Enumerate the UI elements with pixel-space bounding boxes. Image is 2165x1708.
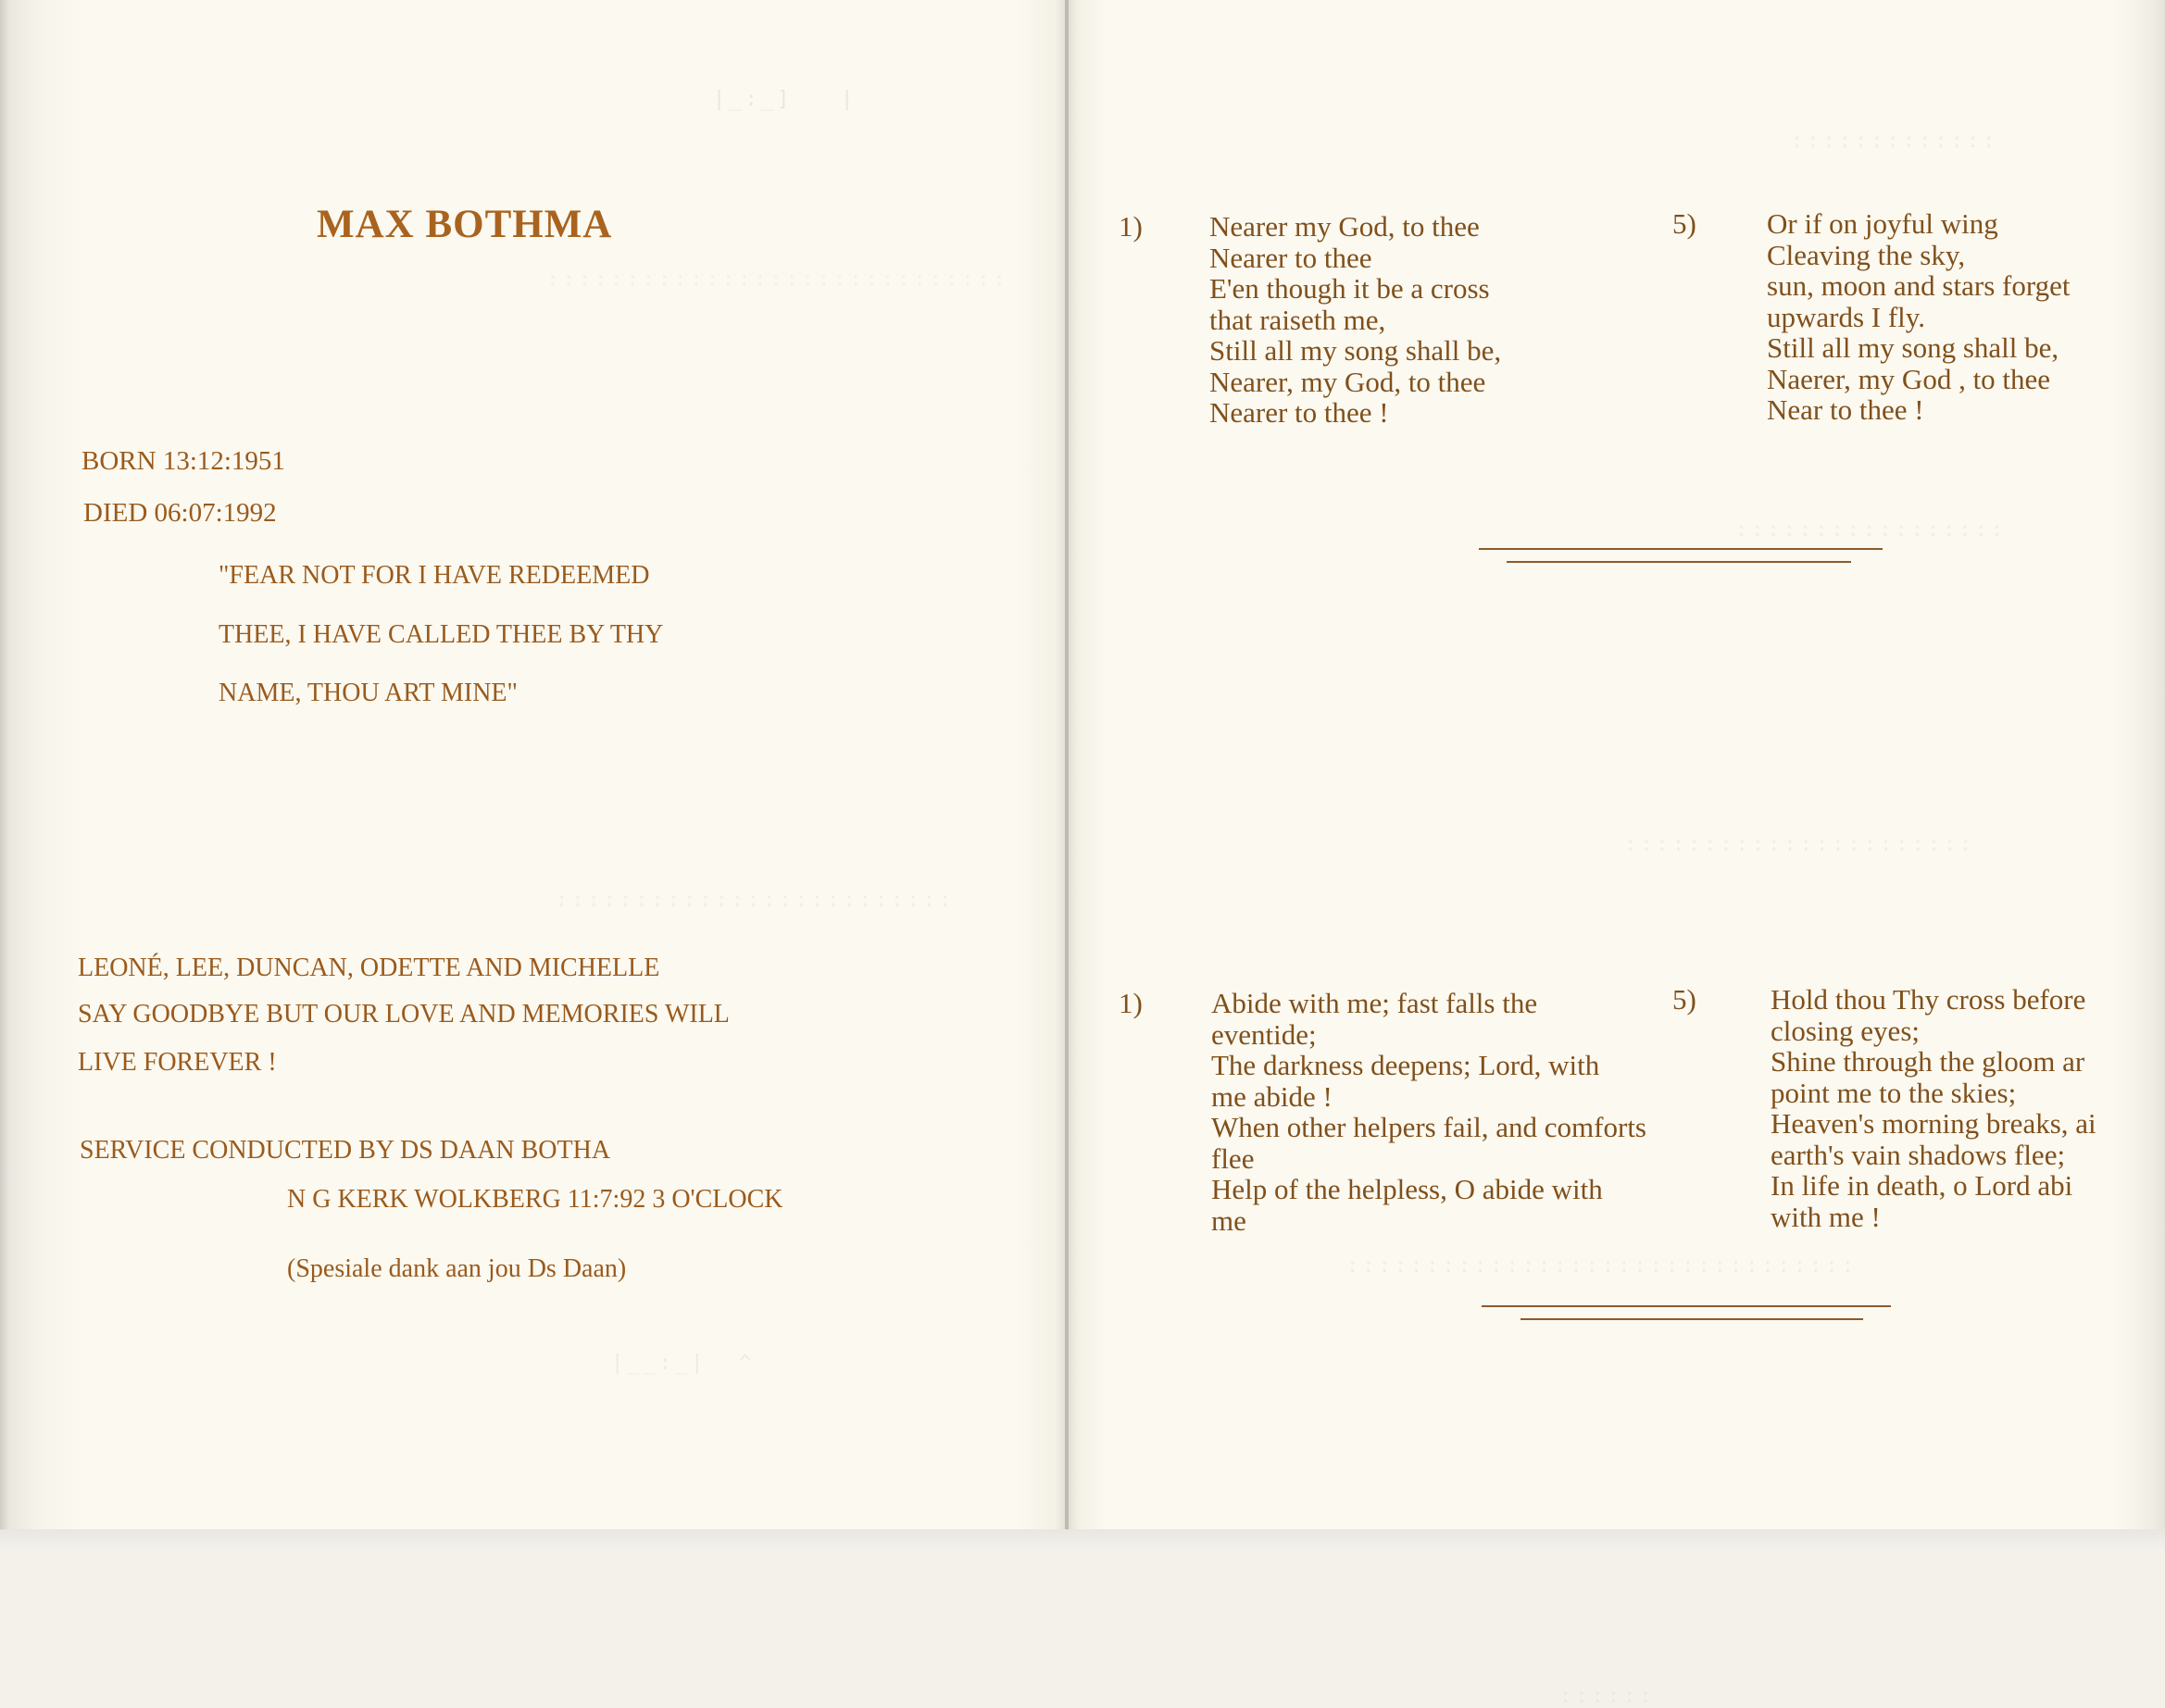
verse-number: 1) bbox=[1119, 987, 1143, 1019]
verse-line: sun, moon and stars forget bbox=[1767, 269, 2071, 302]
hymn-verse bbox=[1672, 984, 2096, 1243]
divider-rule bbox=[1482, 1305, 1891, 1307]
verse-line: Help of the helpless, O abide with bbox=[1211, 1173, 1603, 1205]
birth-date: BORN 13:12:1951 bbox=[81, 446, 285, 476]
verse-line: Hold thou Thy cross before bbox=[1771, 983, 2086, 1016]
verse-line: When other helpers fail, and comforts bbox=[1211, 1111, 1646, 1143]
scripture-line: THEE, I HAVE CALLED THEE BY THY bbox=[219, 620, 664, 649]
verse-line: eventide; bbox=[1211, 1017, 1317, 1051]
verse-line: E'en though it be a cross bbox=[1209, 272, 1490, 305]
show-through-mark: :::::::::::::::::::::: bbox=[1624, 833, 1976, 856]
verse-line: with me ! bbox=[1771, 1200, 1881, 1233]
verse-line: me bbox=[1211, 1203, 1246, 1237]
family-line: SAY GOODBYE BUT OUR LOVE AND MEMORIES WILL bbox=[78, 1000, 730, 1029]
verse-line: Cleaving the sky, bbox=[1767, 238, 1966, 271]
show-through-mark: |__:_| ^ bbox=[611, 1352, 756, 1375]
verse-line: Near to thee ! bbox=[1767, 393, 1924, 426]
right-page bbox=[1069, 0, 2165, 1708]
scripture-line: "FEAR NOT FOR I HAVE REDEEMED bbox=[219, 561, 650, 590]
left-page bbox=[0, 0, 1065, 1529]
verse-line: Naerer, my God , to thee bbox=[1767, 362, 2051, 395]
verse-number: 1) bbox=[1119, 210, 1143, 243]
family-line: LIVE FOREVER ! bbox=[78, 1048, 277, 1077]
verse-line: Nearer to thee bbox=[1209, 241, 1372, 274]
verse-line: Nearer, my God, to thee bbox=[1209, 365, 1486, 398]
verse-line: Shine through the gloom ar bbox=[1771, 1045, 2085, 1078]
show-through-mark: |_:_] | bbox=[713, 88, 857, 111]
verse-line: Nearer my God, to thee bbox=[1209, 210, 1480, 243]
scripture-line: NAME, THOU ART MINE" bbox=[219, 679, 518, 707]
service-venue: N G KERK WOLKBERG 11:7:92 3 O'CLOCK bbox=[287, 1185, 783, 1214]
verse-line: closing eyes; bbox=[1771, 1014, 1920, 1047]
death-date: DIED 06:07:1992 bbox=[83, 498, 277, 528]
show-through-mark: :::::::::::::::::::::::::::::::: bbox=[1346, 1254, 1858, 1278]
verse-line: The darkness deepens; Lord, with bbox=[1211, 1049, 1600, 1081]
verse-line: earth's vain shadows flee; bbox=[1771, 1138, 2066, 1171]
deceased-name: MAX BOTHMA bbox=[317, 203, 613, 246]
verse-line: me abide ! bbox=[1211, 1079, 1333, 1113]
thanks-note: (Spesiale dank aan jou Ds Daan) bbox=[287, 1254, 627, 1283]
verse-line: point me to the skies; bbox=[1771, 1076, 2017, 1109]
verse-line: that raiseth me, bbox=[1209, 303, 1386, 336]
show-through-mark: :::::: bbox=[1559, 1685, 1656, 1708]
verse-line: Nearer to thee ! bbox=[1209, 396, 1389, 429]
verse-line: Abide with me; fast falls the bbox=[1211, 987, 1538, 1019]
verse-line: Or if on joyful wing bbox=[1767, 207, 1998, 240]
verse-line: Still all my song shall be, bbox=[1209, 334, 1502, 367]
verse-line: upwards I fly. bbox=[1767, 300, 1926, 333]
verse-number: 5) bbox=[1672, 207, 1696, 240]
divider-rule bbox=[1507, 561, 1851, 563]
show-through-mark: ::::::::::::::::::::::::: bbox=[556, 889, 956, 912]
divider-rule bbox=[1479, 548, 1883, 550]
hymn-verse bbox=[1119, 211, 1637, 433]
verse-number: 5) bbox=[1672, 983, 1696, 1016]
show-through-mark: ::::::::::::::::: bbox=[1735, 518, 2008, 542]
hymn-verse bbox=[1119, 988, 1656, 1247]
verse-line: Still all my song shall be, bbox=[1767, 331, 2059, 364]
show-through-mark: ::::::::::::: bbox=[1791, 130, 1999, 153]
verse-line: In life in death, o Lord abi bbox=[1771, 1169, 2073, 1202]
service-conductor: SERVICE CONDUCTED BY DS DAAN BOTHA bbox=[80, 1136, 611, 1165]
hymn-verse bbox=[1672, 208, 2163, 430]
scanner-bed-edge bbox=[0, 1529, 2165, 1550]
verse-line: Heaven's morning breaks, ai bbox=[1771, 1107, 2096, 1140]
divider-rule bbox=[1521, 1318, 1863, 1320]
family-line: LEONÉ, LEE, DUNCAN, ODETTE AND MICHELLE bbox=[78, 954, 660, 982]
show-through-mark: ::::::::::::::::::::::::::::: bbox=[546, 268, 1010, 292]
verse-line: flee bbox=[1211, 1141, 1255, 1175]
